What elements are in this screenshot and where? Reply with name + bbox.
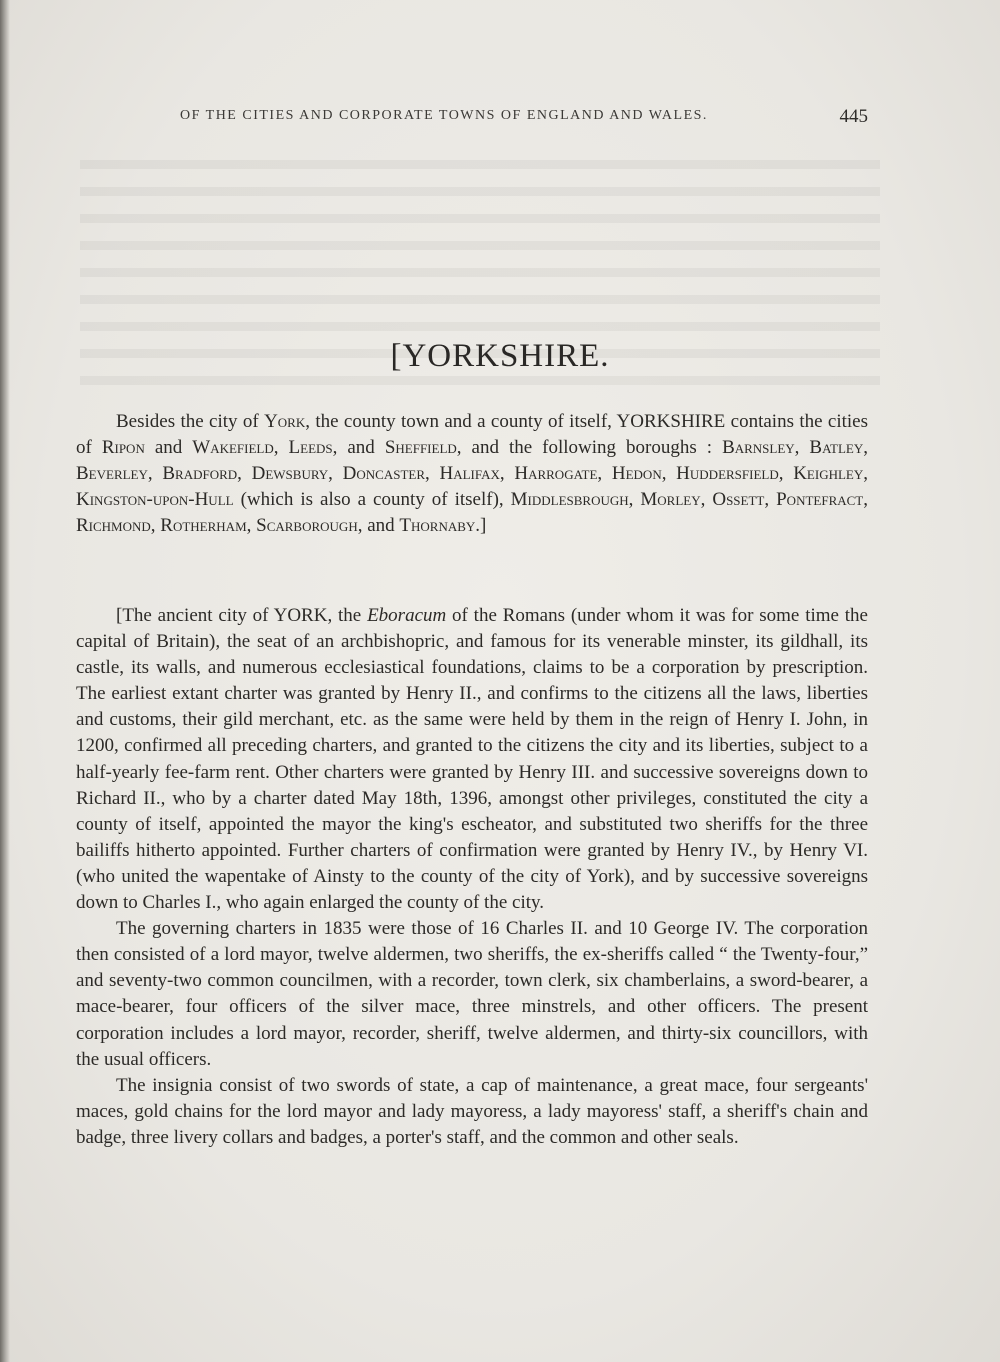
running-title: OF THE CITIES AND CORPORATE TOWNS OF ENGLAND AND WALES. — [180, 108, 708, 123]
place-name: Leeds — [288, 437, 333, 459]
york-paragraph-3: The insignia consist of two swords of state, a cap of maintenance, a great mace, four sergeants' maces, gold chains for the lord mayor and lady mayoress, a lady mayoress' staff, a sheriff's chain and badge, three livery collars and badges, a porter's staff, and the common and other seals. — [76, 1074, 868, 1148]
york-paragraph-2: The governing charters in 1835 were those of 16 Charles II. and 10 George IV. The corporation then consisted of a lord mayor, twelve aldermen, two sheriffs, the ex-sheriffs called “ the Twenty-four,” and seventy-two common councilmen, with a recorder, town clerk, six chamberlains, a sword-bearer, a mace-bearer, four officers of the silver mace, three minstrels, and other officers. The present corporation includes a lord mayor, recorder, sheriff, twelve aldermen, and thirty-six councillors, with the usual officers. — [76, 918, 868, 1070]
borough-list: Barnsley, Batley, Beverley, Bradford, Dewsbury, Doncaster, Halifax, Harrogate, Hedon, Huddersfield, Keighley, Kingston-upon-Hull — [76, 437, 869, 511]
text-run: .] — [475, 515, 487, 537]
text-run: , — [273, 437, 289, 459]
place-name: Ripon — [101, 437, 145, 459]
text-run: and — [144, 437, 193, 459]
latin-name: Eboracum — [367, 605, 447, 626]
place-name: Wakefield — [192, 437, 274, 459]
borough-list: Middlesbrough, Morley, Ossett, Pontefract, Richmond, Rotherham, Scarborough, — [76, 489, 868, 537]
text-run: , the county town and a county of itself, YORKSHIRE contains the cities of — [76, 411, 868, 459]
text-run: Besides the city of — [116, 411, 265, 432]
running-head — [180, 106, 870, 130]
york-paragraph-1 — [76, 603, 868, 916]
page-number: 445 — [839, 106, 868, 127]
text-run: (which is also a county of itself), — [233, 489, 511, 511]
intro-paragraph — [76, 409, 868, 539]
text-run: of the Romans (under whom it was for some time the capital of Britain), the seat of an archbishopric, and famous for its venerable minster, its gildhall, its castle, its walls, and numerous ecclesiastical foundations, claims to be a corporation by prescription. The earliest extant charter was granted by Henry II., and confirms to the citizens all the laws, liberties and customs, their gild merchant, etc. as the same were held by them in the reign of Henry I. John, in 1200, confirmed all preceding charters, and granted to the citizens the city and its liberties, subject to a half-yearly fee-farm rent. Other charters were granted by Henry III. and successive sovereigns down to Richard II., who by a charter dated May 18th, 1396, amongst other privileges, constituted the city a county of itself, appointed the mayor the king's escheator, and substituted two sheriffs for the three bailiffs hitherto appointed. Further charters of confirmation were granted by Henry IV., by Henry VI. (who united the wapentake of Ainsty to the county of the city of York), and by successive sovereigns down to Charles I., who again enlarged the county of the city. — [76, 605, 868, 914]
place-name: Thornaby — [399, 515, 476, 537]
york-history-block — [76, 603, 868, 1151]
text-run: , and — [332, 437, 385, 459]
text-run: , and the following boroughs : — [456, 437, 723, 459]
place-name: York — [264, 411, 306, 432]
section-heading: [YORKSHIRE. — [390, 338, 610, 374]
intro-paragraph-block — [76, 409, 868, 539]
text-run: [The ancient city of YORK, the — [116, 605, 368, 626]
page-gutter-shadow — [0, 0, 10, 1362]
text-run: and — [362, 515, 400, 537]
place-name: Sheffield — [384, 437, 457, 459]
